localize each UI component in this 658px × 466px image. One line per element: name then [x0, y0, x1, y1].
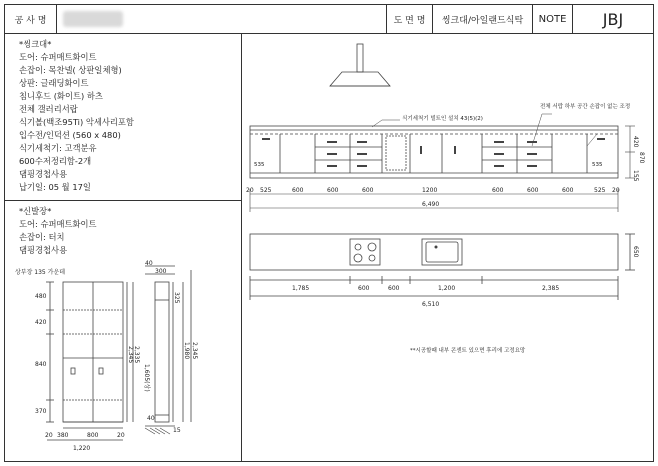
company-name-cell [57, 5, 387, 33]
shoe-side-right: 325 [173, 292, 180, 304]
sink-spec-line: 손잡이: 목찬넬( 상판일체형) [19, 65, 122, 75]
plan-total: 6,510 [422, 301, 440, 308]
title-block [5, 5, 653, 34]
shoe-side-bottom: 40 [147, 415, 155, 422]
sink-spec-title: *씽크대* [19, 39, 52, 49]
elev-right-dim: 420 [632, 136, 639, 148]
shoe-height-dim: 2,335 [133, 346, 140, 364]
elev-total: 6,490 [422, 201, 440, 208]
shoe-side-top: 40 [145, 260, 153, 267]
sink-spec-line: 침니후드 (화이트) 하츠 [19, 91, 103, 101]
elev-dim: 600 [327, 187, 339, 194]
sink-spec-line: 도어: 슈퍼매트화이트 [19, 52, 97, 62]
elevation-right-label: 535 [592, 162, 603, 168]
drawing-name: 씽크대/아일랜드식탁 [433, 5, 533, 33]
shoe-side-top: 300 [155, 268, 167, 275]
plan-dim: 600 [388, 285, 400, 292]
shoe-left-dim: 480 [35, 293, 47, 300]
sink-spec-line: 납기일: 05 월 17일 [19, 182, 91, 192]
shoe-spec-line: 손잡이: 터치 [19, 232, 65, 242]
elev-dim: 525 [594, 187, 606, 194]
shoe-bottom-dim: 800 [87, 432, 99, 439]
shoe-spec-title: *신발장* [19, 206, 52, 216]
shoe-height-dim: 2,345 [127, 346, 134, 364]
chimney-hood [330, 44, 390, 86]
elev-right-dim: 155 [632, 170, 639, 182]
elevation-note-top: 식기세척기 빌트인 설치 43(5)(2) [402, 116, 483, 122]
shoe-bottom-dim: 20 [117, 432, 125, 439]
shoe-side-right: 2,345 [191, 342, 198, 360]
elevation-left-label: 535 [254, 162, 265, 168]
elev-dim: 600 [292, 187, 304, 194]
elev-dim: 600 [562, 187, 574, 194]
elev-dim: 1200 [422, 187, 438, 194]
shoe-bottom-dim: 20 [45, 432, 53, 439]
elev-dim: 600 [527, 187, 539, 194]
elev-dim: 600 [362, 187, 374, 194]
elev-right-dim: 870 [638, 152, 645, 164]
sink-spec-line: 상판: 글래딩화이트 [19, 78, 89, 88]
sink-spec-line: 댐핑경첩사용 [19, 169, 68, 179]
sink-spec-line: 식기볼(백조95Ti) 악세사리포함 [19, 117, 134, 127]
note-label: NOTE [533, 5, 573, 33]
drawing-label: 도 면 명 [387, 5, 433, 33]
elev-dim: 20 [246, 187, 254, 194]
shoe-left-dim: 370 [35, 408, 47, 415]
plan-dim: 2,385 [542, 285, 560, 292]
elevation-note-right: 전체 서랍 하부 공간 손잡이 없는 조정 [540, 104, 631, 110]
shoe-total-width: 1,220 [73, 445, 91, 452]
elev-dim: 525 [260, 187, 272, 194]
note-value: JBJ [602, 9, 624, 29]
sink-spec-line: 입수전/인덕션 (560 x 480) [19, 130, 121, 140]
sink-spec-line: 전체 갤러리서랍 [19, 104, 78, 114]
shoe-spec-block [19, 205, 97, 257]
kitchen-drawing [242, 34, 654, 462]
plan-depth: 650 [632, 246, 639, 258]
company-label: 공 사 명 [5, 5, 57, 33]
sink-spec-line: 600수저정리함-2개 [19, 156, 92, 166]
sink-spec-line: 식기세척기: 고객분유 [19, 143, 97, 153]
shoe-spec-line: 댐핑경첩사용 [19, 245, 68, 255]
sink-bowl-icon [422, 239, 462, 265]
shoe-spec-line: 도어: 슈퍼매트화이트 [19, 219, 97, 229]
cooktop-icon [350, 239, 380, 265]
shoe-side-bottom: 15 [173, 427, 181, 434]
plan-dim: 1,785 [292, 285, 310, 292]
shoe-cabinet-drawing [5, 260, 241, 460]
plan-dim: 1,200 [438, 285, 456, 292]
elev-dim: 600 [492, 187, 504, 194]
footnote: **시공할때 내부 콘센트 있으면 후리에 고정요망 [410, 348, 526, 354]
shoe-height-dim: 1,605(상) [143, 364, 150, 392]
shoe-bottom-dim: 380 [57, 432, 69, 439]
elev-dim: 20 [612, 187, 620, 194]
shoe-side-right: 1,980 [183, 342, 190, 360]
horizontal-divider [5, 200, 241, 201]
sink-spec-block [19, 38, 134, 194]
shoe-top-label: 상부장 135 가운데 [15, 269, 66, 276]
shoe-left-dim: 420 [35, 319, 47, 326]
shoe-left-dim: 840 [35, 361, 47, 368]
drawing-sheet [4, 4, 654, 462]
plan-dim: 600 [358, 285, 370, 292]
